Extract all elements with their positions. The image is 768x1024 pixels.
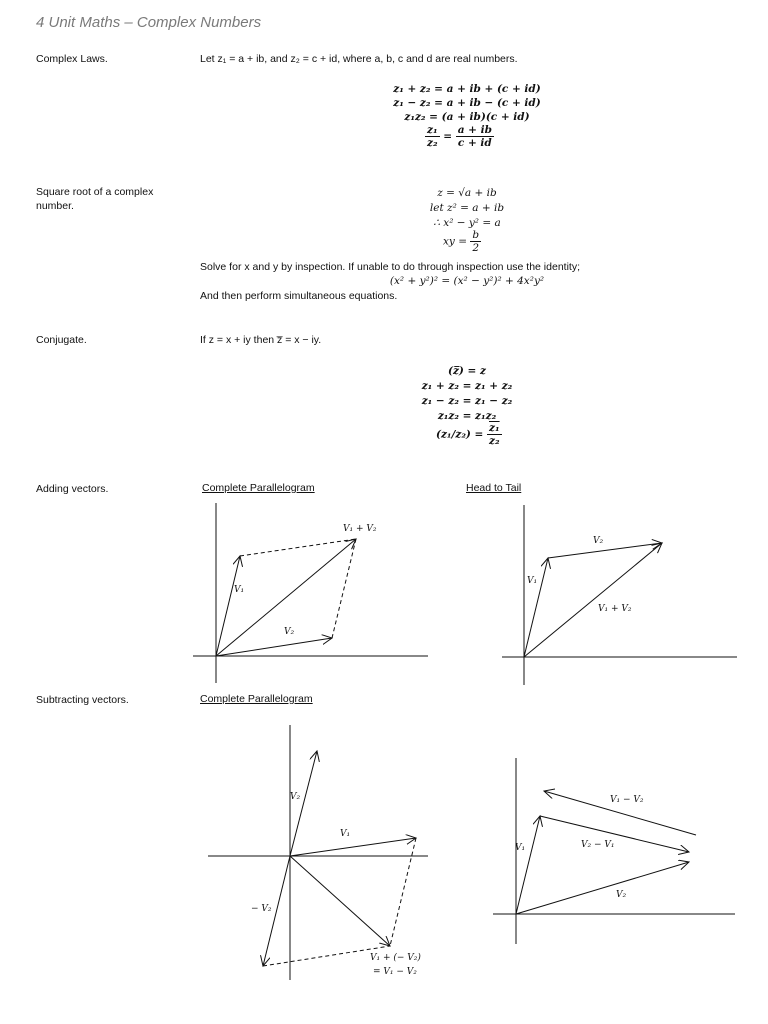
- complex-laws-intro: Let z₁ = a + ib, and z₂ = c + id, where a, b, c and d are real numbers.: [200, 53, 518, 65]
- dashed-side-right: [332, 539, 356, 638]
- sub-para-sum-line1-label: V₁ + (− V₂): [370, 953, 421, 963]
- v1-arrow: [216, 556, 240, 656]
- tri-v2-label: V₂: [616, 890, 627, 900]
- v1-arrow: [516, 816, 540, 914]
- conjugate-eq5-lhs: (z₁/z₂) =: [436, 428, 484, 441]
- solve-instruction: Solve for x and y by inspection. If unable to do through inspection use the identity;: [200, 261, 580, 273]
- sub-para-v2-label: V₂: [290, 792, 301, 802]
- head-to-tail-v2-label: V₂: [593, 536, 604, 546]
- x-y-difference-equation: ∴ x² − y² = a: [433, 217, 501, 229]
- conjugate-intro: If z = x + iy then z̅ = x − iy.: [200, 334, 322, 346]
- tri-v1-minus-v2-label: V₁ − V₂: [610, 795, 644, 805]
- tri-v2-minus-v1-label: V₂ − V₁: [581, 840, 615, 850]
- head-to-tail-sum-label: V₁ + V₂: [598, 604, 632, 614]
- sum-equation: z₁ + z₂ = a + ib + (c + id): [393, 83, 541, 95]
- adding-para-v2-label: V₂: [284, 627, 295, 637]
- head-to-tail-v1-label: V₁: [527, 576, 538, 586]
- quotient-rhs-denominator: c + id: [457, 137, 492, 149]
- xy-lhs: xy =: [443, 235, 467, 248]
- xy-denominator: 2: [472, 242, 480, 254]
- identity-equation: (x² + y²)² = (x² − y²)² + 4x²y²: [389, 275, 545, 287]
- conjugate-eq1: (z̅) = z: [448, 365, 486, 377]
- adding-parallelogram-diagram: [193, 503, 428, 683]
- product-equation: z₁z₂ = (a + ib)(c + id): [404, 111, 530, 123]
- difference-arrow: [290, 856, 390, 946]
- conjugate-eq3: z₁ − z₂ = z₁ − z₂: [421, 395, 513, 407]
- quotient-equation: $\frac{\text{z₁}}{\text{z₂}}$ = $\frac{a + ib}{c + id}$: [427, 124, 492, 149]
- conjugate-eq5-numerator: z₁: [489, 422, 500, 434]
- v1-arrow: [524, 558, 548, 657]
- tri-v1-label: V₁: [515, 843, 526, 853]
- v2-arrow: [516, 862, 689, 914]
- conjugate-label: Conjugate.: [36, 334, 87, 346]
- conjugate-eq5-denominator: z₂: [489, 435, 500, 447]
- adding-para-v1-label: V₁: [234, 585, 245, 595]
- conjugate-eq4: z₁z₂ = z₁z₂: [437, 410, 497, 422]
- sum-arrow: [524, 543, 662, 657]
- quotient-lhs-numerator: z₁: [427, 124, 438, 136]
- page-title: 4 Unit Maths – Complex Numbers: [36, 14, 262, 31]
- subtracting-vectors-label: Subtracting vectors.: [36, 694, 129, 706]
- v2-arrow: [290, 751, 317, 856]
- subtracting-parallelogram-subtitle: Complete Parallelogram: [200, 693, 313, 705]
- sqrt-equation: z = √a + ib: [437, 187, 497, 199]
- conjugate-eq2: z₁ + z₂ = z₁ + z₂: [421, 380, 513, 392]
- sub-para-v1-label: V₁: [340, 829, 351, 839]
- adding-vectors-label: Adding vectors.: [36, 483, 109, 495]
- sub-para-sum-line2-label: = V₁ − V₂: [373, 967, 417, 977]
- simultaneous-instruction: And then perform simultaneous equations.: [200, 290, 398, 302]
- v2-arrow: [548, 543, 662, 558]
- adding-para-sum-label: V₁ + V₂: [343, 524, 377, 534]
- v2-arrow: [216, 638, 332, 656]
- let-z-squared-equation: let z² = a + ib: [429, 202, 505, 214]
- quotient-lhs-denominator: z₂: [427, 137, 438, 149]
- adding-head-to-tail-subtitle: Head to Tail: [466, 482, 522, 494]
- complex-laws-label: Complex Laws.: [36, 53, 108, 65]
- quotient-rhs-numerator: a + ib: [457, 124, 492, 136]
- difference-equation: z₁ − z₂ = a + ib − (c + id): [393, 97, 541, 109]
- sub-para-neg-v2-label: − V₂: [251, 904, 272, 914]
- adding-parallelogram-subtitle: Complete Parallelogram: [202, 482, 315, 494]
- v1-arrow: [290, 838, 416, 856]
- square-root-label: Square root of a complex number.: [36, 186, 154, 212]
- dashed-side-right: [390, 838, 416, 946]
- v2-minus-v1-arrow: [540, 816, 689, 852]
- xy-numerator: b: [472, 229, 480, 241]
- sum-arrow: [216, 539, 356, 656]
- head-to-tail-diagram: [502, 505, 737, 685]
- subtracting-parallelogram-diagram: [208, 725, 428, 980]
- subtracting-triangle-diagram: [493, 758, 735, 944]
